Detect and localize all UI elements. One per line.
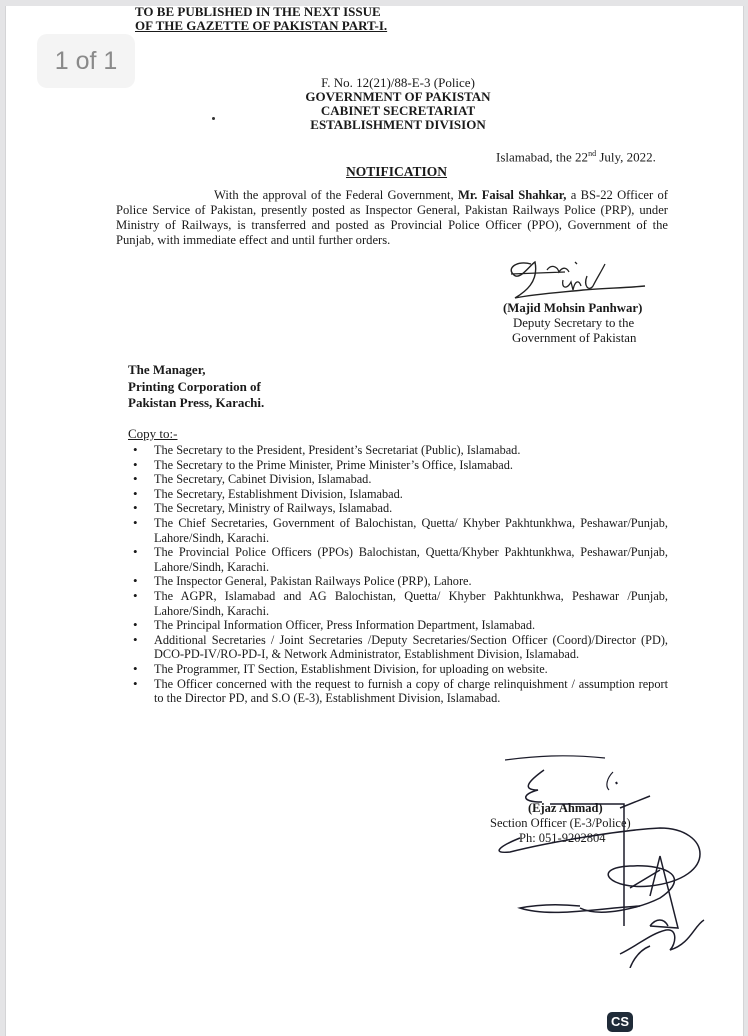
- copy-to-item: • The Secretary to the Prime Minister, Prime Minister’s Office, Islamabad.: [130, 458, 668, 473]
- government-heading: GOVERNMENT OF PAKISTAN: [305, 89, 491, 104]
- copy-to-item: • The Secretary, Cabinet Division, Islamabad.: [130, 472, 668, 487]
- copy-to-item: • The Provincial Police Officers (PPOs) Balochistan, Quetta/Khyber Pakhtunkhwa, Peshawar/Punjab, Lahore/Sindh, Karachi.: [130, 545, 668, 574]
- scan-speck: [212, 117, 215, 120]
- camscanner-logo: CS: [607, 1012, 633, 1032]
- place-date-prefix: Islamabad, the 22: [496, 149, 589, 165]
- signatory-2-name: (Ejaz Ahmad): [528, 801, 603, 815]
- signature-majid-mohsin-panhwar: [505, 256, 655, 304]
- pen-stroke-mark: [505, 752, 615, 792]
- place-date-suffix: July, 2022.: [596, 149, 656, 165]
- signatory-1-title-line-1: Deputy Secretary to the: [513, 316, 635, 330]
- officer-name: Mr. Faisal Shahkar,: [457, 188, 567, 202]
- place-date: [496, 149, 656, 165]
- copy-to-item: • The Programmer, IT Section, Establishment Division, for uploading on website.: [130, 662, 668, 677]
- notification-body: [116, 188, 668, 248]
- copy-to-item: • The Principal Information Officer, Press Information Department, Islamabad.: [130, 618, 668, 633]
- copy-to-item: • Additional Secretaries / Joint Secretaries /Deputy Secretaries/Section Officer (Coord)/Director (PD), DCO-PD-IV/RO-PD-I, & Network Administrator, Establishment Division, Islamabad.: [130, 633, 668, 662]
- signature-ejaz-ahmad: [480, 768, 710, 968]
- addressee-line-3: Pakistan Press, Karachi.: [128, 395, 265, 410]
- copy-to-item: • The Officer concerned with the request to furnish a copy of charge relinquishment / assumption report to the Director PD, and S.O (E-3), Establishment Division, Islamabad.: [130, 677, 668, 706]
- addressee-line-2: Printing Corporation of: [128, 378, 261, 394]
- copy-to-item: • The AGPR, Islamabad and AG Balochistan, Quetta/ Khyber Pakhtunkhwa, Peshawar /Punjab, Lahore/Sindh, Karachi.: [130, 589, 668, 618]
- copy-to-list: [130, 443, 668, 706]
- publish-note-line-2: OF THE GAZETTE OF PAKISTAN PART-I.: [135, 18, 388, 33]
- place-date-sup: nd: [588, 149, 597, 158]
- copy-to-item: • The Secretary, Ministry of Railways, Islamabad.: [130, 501, 668, 516]
- notification-heading: NOTIFICATION: [346, 164, 448, 179]
- division-heading: ESTABLISHMENT DIVISION: [310, 117, 486, 132]
- signatory-1-name: (Majid Mohsin Panhwar): [503, 301, 643, 315]
- addressee: [128, 362, 264, 412]
- copy-to-label: Copy to:-: [128, 426, 178, 441]
- signatory-2-title: Section Officer (E-3/Police): [490, 816, 631, 830]
- body-part-2: a BS-22 Officer of Police Service of Pakistan, presently posted as Inspector General, Pakistan Railways Police (PRP), under Ministry of Railways, is transferred and posted as Provincial Police Officer (PPO), Government of the Punjab, with immediate effect and until further orders.: [116, 188, 668, 247]
- page-indicator: 1 of 1: [37, 34, 135, 88]
- body-part-1: With the approval of the Federal Government,: [214, 188, 458, 202]
- signatory-1-title-line-2: Government of Pakistan: [512, 331, 637, 345]
- copy-to-item: • The Secretary to the President, President’s Secretariat (Public), Islamabad.: [130, 443, 668, 458]
- publish-note-line-1: TO BE PUBLISHED IN THE NEXT ISSUE: [135, 4, 381, 19]
- copy-to-item: • The Inspector General, Pakistan Railways Police (PRP), Lahore.: [130, 574, 668, 589]
- secretariat-heading: CABINET SECRETARIAT: [320, 103, 476, 118]
- copy-to-item: • The Chief Secretaries, Government of Balochistan, Quetta/ Khyber Pakhtunkhwa, Peshawar/Punjab, Lahore/Sindh, Karachi.: [130, 516, 668, 545]
- addressee-line-1: The Manager,: [128, 362, 206, 377]
- copy-to-item: • The Secretary, Establishment Division, Islamabad.: [130, 487, 668, 502]
- signatory-2-phone: Ph: 051-9202804: [519, 831, 606, 845]
- file-number: F. No. 12(21)/88-E-3 (Police): [321, 75, 475, 90]
